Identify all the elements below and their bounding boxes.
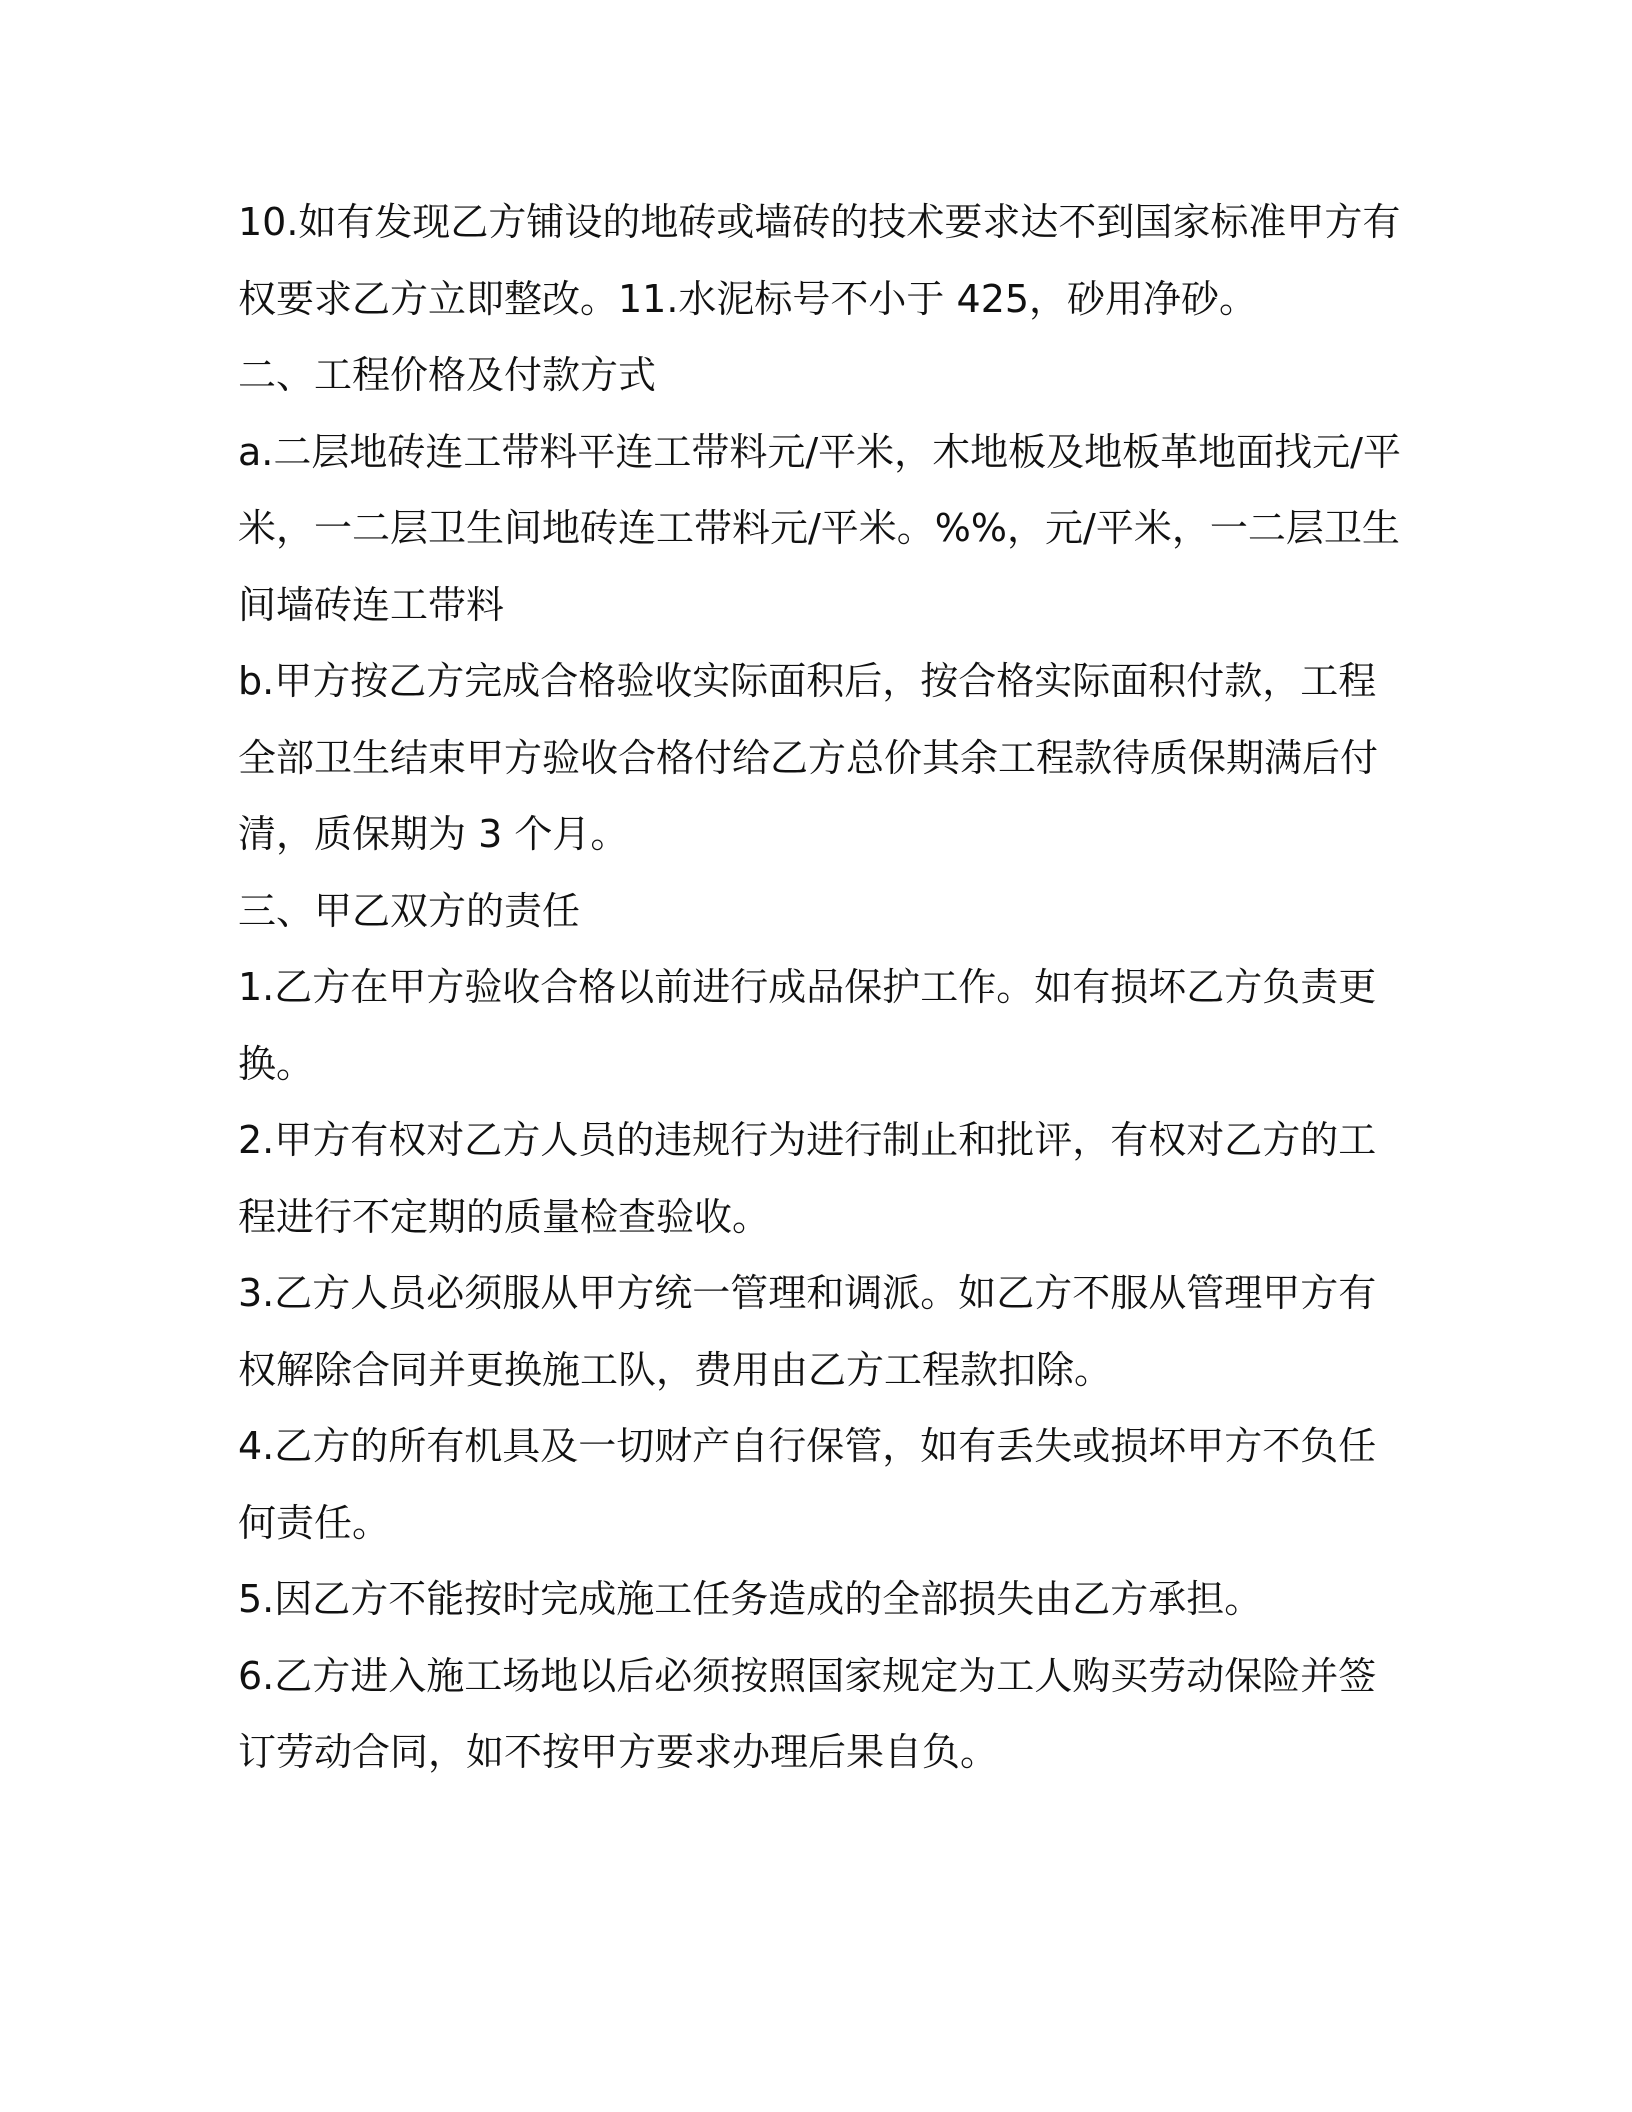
text-line: 6.乙方进入施工场地以后必须按照国家规定为工人购买劳动保险并签 <box>238 1653 1377 1698</box>
text-line: 3.乙方人员必须服从甲方统一管理和调派。如乙方不服从管理甲方有 <box>238 1271 1377 1315</box>
text-line: 全部卫生结束甲方验收合格付给乙方总价其余工程款待质保期满后付 <box>238 735 1379 780</box>
text-line: 5.因乙方不能按时完成施工任务造成的全部损失由乙方承担。 <box>238 1577 1263 1621</box>
responsibility-4 <box>238 1408 1398 1561</box>
clause-a <box>238 414 1401 644</box>
responsibility-6 <box>238 1638 1398 1791</box>
text-line: 米，一二层卫生间地砖连工带料元/平米。%%，元/平米，一二层卫生 <box>238 506 1400 550</box>
text-line: 清，质保期为 3 个月。 <box>238 812 629 856</box>
text-line: 换。 <box>238 1041 315 1086</box>
responsibility-5 <box>238 1561 1398 1638</box>
section-heading-price-payment <box>238 337 1398 414</box>
text-line: 2.甲方有权对乙方人员的违规行为进行制止和批评，有权对乙方的工 <box>238 1118 1377 1162</box>
text-line: 1.乙方在甲方验收合格以前进行成品保护工作。如有损坏乙方负责更 <box>238 965 1377 1009</box>
clause-10-11 <box>238 184 1401 337</box>
responsibility-2 <box>238 1102 1398 1255</box>
text-line: 程进行不定期的质量检查验收。 <box>238 1194 771 1239</box>
text-line: 10.如有发现乙方铺设的地砖或墙砖的技术要求达不到国家标准甲方有 <box>238 200 1401 244</box>
text-line: 订劳动合同，如不按甲方要求办理后果自负。 <box>238 1730 999 1774</box>
section-heading: 二、工程价格及付款方式 <box>238 353 657 397</box>
text-line: 权要求乙方立即整改。11.水泥标号不小于 425，砂用净砂。 <box>238 276 1258 321</box>
text-line: b.甲方按乙方完成合格验收实际面积后，按合格实际面积付款，工程 <box>238 659 1377 703</box>
responsibility-1 <box>238 949 1398 1102</box>
text-line: a.二层地砖连工带料平连工带料元/平米，木地板及地板革地面找元/平 <box>238 429 1401 474</box>
responsibility-3 <box>238 1255 1398 1408</box>
text-line: 4.乙方的所有机具及一切财产自行保管，如有丢失或损坏甲方不负任 <box>238 1424 1377 1468</box>
text-line: 间墙砖连工带料 <box>238 582 505 627</box>
section-heading-responsibilities <box>238 873 1398 950</box>
section-heading: 三、甲乙双方的责任 <box>238 888 581 933</box>
text-line: 何责任。 <box>238 1500 391 1545</box>
document-body <box>238 184 1401 1791</box>
clause-b <box>238 643 1398 873</box>
text-line: 权解除合同并更换施工队，费用由乙方工程款扣除。 <box>238 1347 1113 1392</box>
